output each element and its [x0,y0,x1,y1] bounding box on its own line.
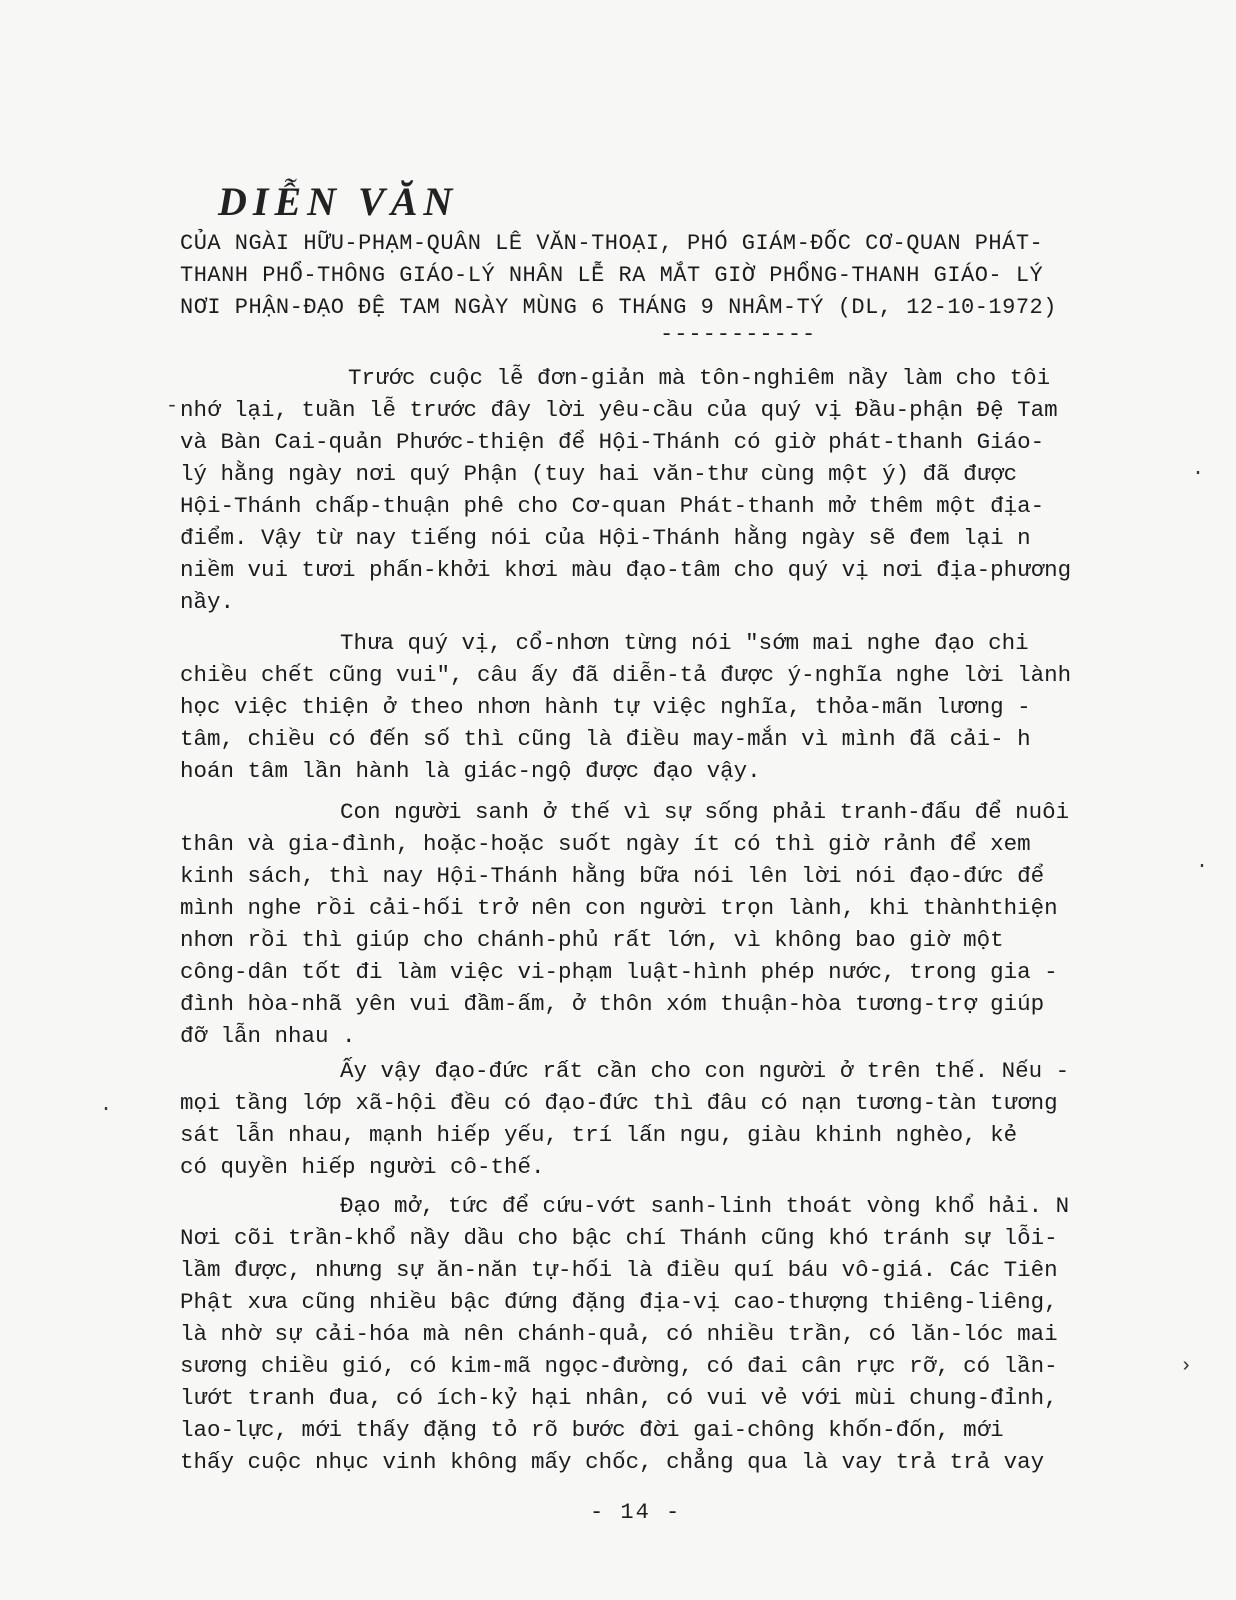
paragraph: Đạo mở, tức để cứu-vớt sanh-linh thoát vòng khổ hải. N Nơi cõi trần-khổ nầy dầu cho bậc chí Thánh cũng khó tránh sự lỗi- lầm được, nhưng sự ăn-năn tự-hối là điều quí báu vô-giá. Các Tiên Phật xưa cũng nhiều bậc đứng đặng địa-vị cao-thượng thiêng-liêng, là nhờ sự cải-hóa mà nên chánh-quả, có nhiều trần, có lăn-lóc mai sương chiều gió, có kim-mã ngọc-đường, có đai cân rực rỡ, có lần- lướt tranh đua, có ích-kỷ hại nhân, có vui vẻ với mùi chung-đỉnh, lao-lực, mới thấy đặng tỏ rõ bước đời gai-chông khốn-đốn, mới thấy cuộc nhục vinh không mấy chốc, chẳng qua là vay trả trả vay [180,1193,1070,1475]
margin-mark: · [1192,462,1205,485]
paragraph: Trước cuộc lễ đơn-giản mà tôn-nghiêm nầy làm cho tôi nhớ lại, tuần lễ trước đây lời yêu-cầu của quý vị Đầu-phận Đệ Tam và Bàn Cai-quản Phước-thiện để Hội-Thánh có giờ phát-thanh Giáo- lý hằng ngày nơi quý Phận (tuy hai văn-thư cùng một ý) đã được Hội-Thánh chấp-thuận phê cho Cơ-quan Phát-thanh mở thêm một địa- điểm. Vậy từ nay tiếng nói của Hội-Thánh hằng ngày sẽ đem lại n niềm vui tươi phấn-khởi khơi màu đạo-tâm cho quý vị nơi địa-phương nầy. [180,365,1072,615]
paragraph-2-block [180,627,1140,787]
divider: ----------- [660,322,817,347]
paragraph: Thưa quý vị, cổ-nhơn từng nói "sớm mai nghe đạo chi chiều chết cũng vui", câu ấy đã diễn-tả được ý-nghĩa nghe lời lành học việc thiện ở theo nhơn hành tự việc nghĩa, thỏa-mãn lương - tâm, chiều có đến số thì cũng là điều may-mắn vì mình đã cải- h hoán tâm lần hành là giác-ngộ được đạo vậy. [180,630,1072,784]
paragraph-1-block [180,362,1140,618]
page-number: - 14 - [590,1500,682,1525]
paragraph-5-block [180,1190,1140,1478]
document-title: DIỄN VĂN [218,179,459,224]
paragraph: Ấy vậy đạo-đức rất cần cho con người ở trên thế. Nếu - mọi tầng lớp xã-hội đều có đạo-đức thì đâu có nạn tương-tàn tương sát lẫn nhau, mạnh hiếp yếu, trí lấn ngu, giàu khinh nghèo, kẻ có quyền hiếp người cô-thế. [180,1058,1070,1180]
margin-mark: - [166,395,179,418]
margin-mark: · [1196,855,1209,878]
paragraph-4-block [180,1055,1140,1183]
document-subtitle: CỦA NGÀI HỮU-PHẠM-QUÂN LÊ VĂN-THOẠI, PHÓ GIÁM-ĐỐC CƠ-QUAN PHÁT- THANH PHỔ-THÔNG GIÁO-LÝ NHÂN LỄ RA MẮT GIỜ PHỔNG-THANH GIÁO- LÝ NƠI PHẬN-ĐẠO ĐỆ TAM NGÀY MÙNG 6 THÁNG 9 NHÂM-TÝ (DL, 12-10-1972) [180,231,1057,320]
paragraph-3-block [180,796,1140,1052]
margin-mark: · [100,1098,113,1121]
margin-mark: › [1180,1355,1193,1378]
paragraph: Con người sanh ở thế vì sự sống phải tranh-đấu để nuôi thân và gia-đình, hoặc-hoặc suốt ngày ít có thì giờ rảnh để xem kinh sách, thì nay Hội-Thánh hằng bữa nói lên lời nói đạo-đức để mình nghe rồi cải-hối trở nên con người trọn lành, khi thànhthiện nhơn rồi thì giúp cho chánh-phủ rất lớn, vì không bao giờ một công-dân tốt đi làm việc vi-phạm luật-hình phép nước, trong gia - đình hòa-nhã yên vui đầm-ấm, ở thôn xóm thuận-hòa tương-trợ giúp đỡ lẫn nhau . [180,799,1070,1049]
